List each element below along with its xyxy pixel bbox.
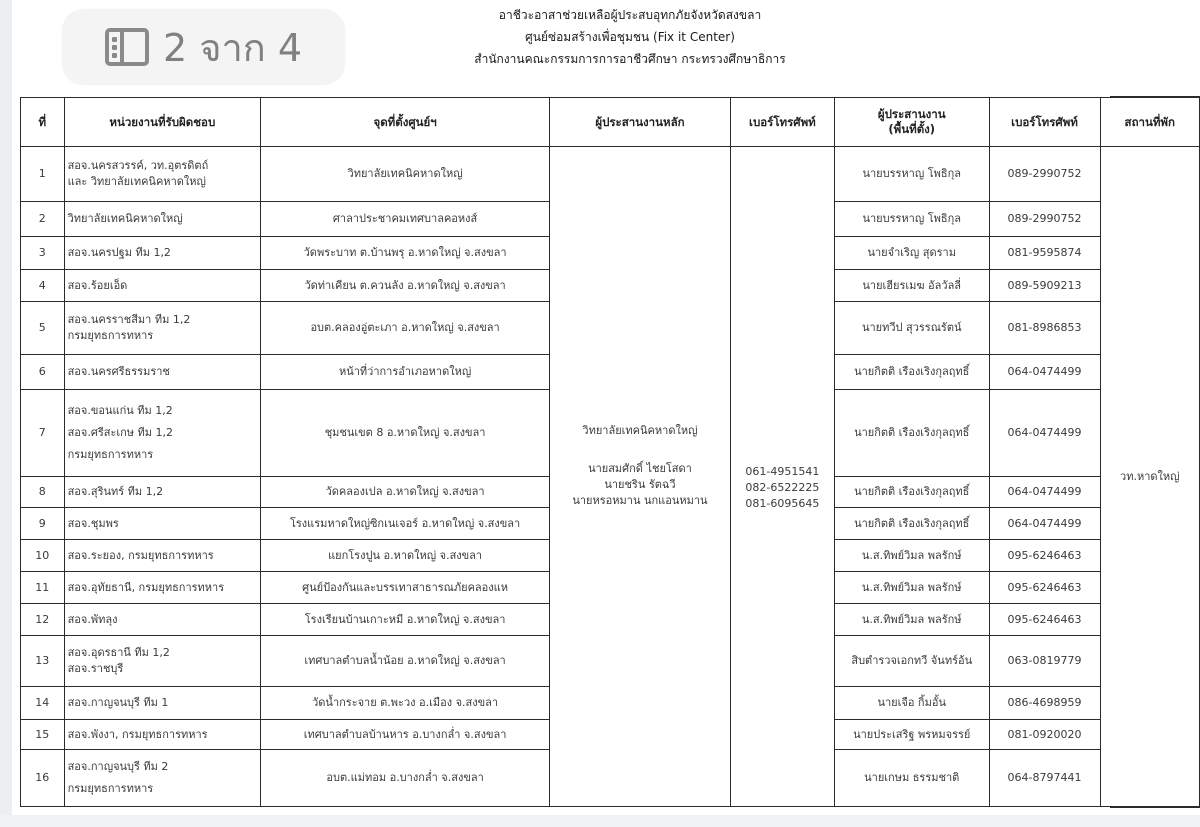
center-location: ชุมชนเขต 8 อ.หาดใหญ่ จ.สงขลา [261,390,550,477]
responsible-unit: สอจ.พังงา, กรมยุทธการทหาร [64,720,260,750]
responsible-unit: สอจ.กาญจนบุรี ทีม 1 [64,687,260,720]
center-location: ศูนย์ป้องกันและบรรเทาสาธารณภัยคลองแห [261,572,550,604]
site-phone: 089-2990752 [989,147,1100,202]
row-number: 8 [21,477,65,508]
site-phone: 089-5909213 [989,270,1100,302]
accommodation-cell: วท.หาดใหญ่ [1100,147,1199,807]
row-number: 6 [21,355,65,390]
responsible-unit: สอจ.ชุมพร [64,508,260,540]
center-location: หน้าที่ว่าการอำเภอหาดใหญ่ [261,355,550,390]
responsible-unit: สอจ.นครปฐม ทีม 1,2 [64,237,260,270]
site-coordinator: นายกิตติ เรืองเริงกุลฤทธิ์ [834,355,989,390]
main-coordinator-name: นายสมศักดิ์ ไชยโสดา [588,461,692,475]
responsible-unit: วิทยาลัยเทคนิคหาดใหญ่ [64,202,260,237]
document-header [380,4,880,70]
header-line-3: สำนักงานคณะกรรมการการอาชีวศึกษา กระทรวงศึกษาธิการ [474,52,786,66]
header-line-2: ศูนย์ซ่อมสร้างเพื่อชุมชน (Fix it Center) [525,30,735,44]
row-number: 12 [21,604,65,636]
center-location: แยกโรงปูน อ.หาดใหญ่ จ.สงขลา [261,540,550,572]
site-coordinator: นายบรรหาญ โพธิกุล [834,202,989,237]
center-location: อบต.แม่ทอม อ.บางกล่ำ จ.สงขลา [261,750,550,807]
col-header-no: ที่ [21,98,65,147]
site-coordinator: สิบตำรวจเอกทวี จันทร์อ้น [834,636,989,687]
center-location: วัดคลองเปล อ.หาดใหญ่ จ.สงขลา [261,477,550,508]
site-phone: 081-0920020 [989,720,1100,750]
site-phone: 063-0819779 [989,636,1100,687]
main-phone: 081-6095645 [745,496,820,510]
col-header-location: จุดที่ตั้งศูนย์ฯ [261,98,550,147]
site-coordinator: น.ส.ทิพย์วิมล พลรักษ์ [834,540,989,572]
site-coordinator: นายกิตติ เรืองเริงกุลฤทธิ์ [834,508,989,540]
site-phone: 064-0474499 [989,390,1100,477]
col-header-unit: หน่วยงานที่รับผิดชอบ [64,98,260,147]
site-phone: 095-6246463 [989,572,1100,604]
site-coordinator: น.ส.ทิพย์วิมล พลรักษ์ [834,604,989,636]
table-top-rule-extension [1110,96,1200,98]
site-phone: 089-2990752 [989,202,1100,237]
col-header-main-phone: เบอร์โทรศัพท์ [730,98,834,147]
site-coordinator: นายเฮียรเมฆ อัลวัลลี่ [834,270,989,302]
table-bottom-rule-extension [1110,806,1200,808]
site-coordinator: นายทวีป สุวรรณรัตน์ [834,302,989,355]
main-coordinator-name: นายหรอหมาน นกแอนหมาน [572,493,708,507]
row-number: 10 [21,540,65,572]
viewer-bottom-band [0,815,1200,827]
main-coordinator-org: วิทยาลัยเทคนิคหาดใหญ่ [582,423,698,437]
site-phone: 064-0474499 [989,477,1100,508]
site-coordinator: นายเกษม ธรรมชาติ [834,750,989,807]
row-number: 14 [21,687,65,720]
col-header-accommodation: สถานที่พัก [1100,98,1199,147]
responsible-unit: สอจ.นครศรีธรรมราช [64,355,260,390]
page-indicator[interactable] [62,9,345,85]
col-header-site-phone: เบอร์โทรศัพท์ [989,98,1100,147]
site-phone: 086-4698959 [989,687,1100,720]
coordination-table [20,97,1200,807]
site-coordinator: นายกิตติ เรืองเริงกุลฤทธิ์ [834,390,989,477]
sidebar-thumbnails-icon[interactable] [105,28,149,66]
responsible-unit: สอจ.นครราชสีมา ทีม 1,2 กรมยุทธการทหาร [64,302,260,355]
site-coordinator: นายบรรหาญ โพธิกุล [834,147,989,202]
site-phone: 095-6246463 [989,604,1100,636]
main-coordinator-phones-cell [730,147,834,807]
row-number: 11 [21,572,65,604]
row-number: 7 [21,390,65,477]
center-location: วิทยาลัยเทคนิคหาดใหญ่ [261,147,550,202]
main-phone: 061-4951541 [745,464,820,478]
row-number: 3 [21,237,65,270]
table-header-row [21,98,1200,147]
site-phone: 064-8797441 [989,750,1100,807]
site-coordinator: น.ส.ทิพย์วิมล พลรักษ์ [834,572,989,604]
site-coordinator: นายประเสริฐ พรหมจรรย์ [834,720,989,750]
main-coordinator-name: นายชริน รัตฉวี [604,477,676,491]
center-location: วัดพระบาท ต.บ้านพรุ อ.หาดใหญ่ จ.สงขลา [261,237,550,270]
main-phone: 082-6522225 [745,480,820,494]
center-location: โรงเรียนบ้านเกาะหมี อ.หาดใหญ่ จ.สงขลา [261,604,550,636]
site-phone: 064-0474499 [989,508,1100,540]
row-number: 5 [21,302,65,355]
responsible-unit: สอจ.ร้อยเอ็ด [64,270,260,302]
center-location: วัดท่าเคียน ต.ควนลัง อ.หาดใหญ่ จ.สงขลา [261,270,550,302]
page-indicator-text: 2 จาก 4 [162,25,303,70]
main-coordinator-cell [550,147,731,807]
center-location: โรงแรมหาดใหญ่ซิกเนเจอร์ อ.หาดใหญ่ จ.สงขลา [261,508,550,540]
row-number: 9 [21,508,65,540]
row-number: 4 [21,270,65,302]
site-coordinator: นายกิตติ เรืองเริงกุลฤทธิ์ [834,477,989,508]
row-number: 15 [21,720,65,750]
responsible-unit: สอจ.พัทลุง [64,604,260,636]
site-phone: 081-8986853 [989,302,1100,355]
row-number: 13 [21,636,65,687]
center-location: อบต.คลองอู่ตะเภา อ.หาดใหญ่ จ.สงขลา [261,302,550,355]
center-location: ศาลาประชาคมเทศบาลคอหงส์ [261,202,550,237]
responsible-unit: สอจ.กาญจนบุรี ทีม 2 กรมยุทธการทหาร [64,750,260,807]
center-location: วัดน้ำกระจาย ต.พะวง อ.เมือง จ.สงขลา [261,687,550,720]
col-header-site-coordinator: ผู้ประสานงาน (พื้นที่ตั้ง) [834,98,989,147]
site-phone: 064-0474499 [989,355,1100,390]
center-location: เทศบาลตำบลบ้านหาร อ.บางกล่ำ จ.สงขลา [261,720,550,750]
site-coordinator: นายจำเริญ สุดราม [834,237,989,270]
responsible-unit: สอจ.ระยอง, กรมยุทธการทหาร [64,540,260,572]
table-row [21,147,1200,202]
responsible-unit: สอจ.อุทัยธานี, กรมยุทธการทหาร [64,572,260,604]
site-coordinator: นายเจือ กิ้มอั้น [834,687,989,720]
site-phone: 095-6246463 [989,540,1100,572]
responsible-unit: สอจ.นครสวรรค์, วท.อุตรดิตถ์ และ วิทยาลัยเทคนิคหาดใหญ่ [64,147,260,202]
center-location: เทศบาลตำบลน้ำน้อย อ.หาดใหญ่ จ.สงขลา [261,636,550,687]
site-phone: 081-9595874 [989,237,1100,270]
row-number: 1 [21,147,65,202]
col-header-main-coordinator: ผู้ประสานงานหลัก [550,98,731,147]
row-number: 2 [21,202,65,237]
responsible-unit: สอจ.อุดรธานี ทีม 1,2 สอจ.ราชบุรี [64,636,260,687]
responsible-unit: สอจ.สุรินทร์ ทีม 1,2 [64,477,260,508]
row-number: 16 [21,750,65,807]
responsible-unit: สอจ.ขอนแก่น ทีม 1,2 สอจ.ศรีสะเกษ ทีม 1,2 กรมยุทธการทหาร [64,390,260,477]
header-line-1: อาชีวะอาสาช่วยเหลือผู้ประสบอุทกภัยจังหวัดสงขลา [498,8,762,22]
